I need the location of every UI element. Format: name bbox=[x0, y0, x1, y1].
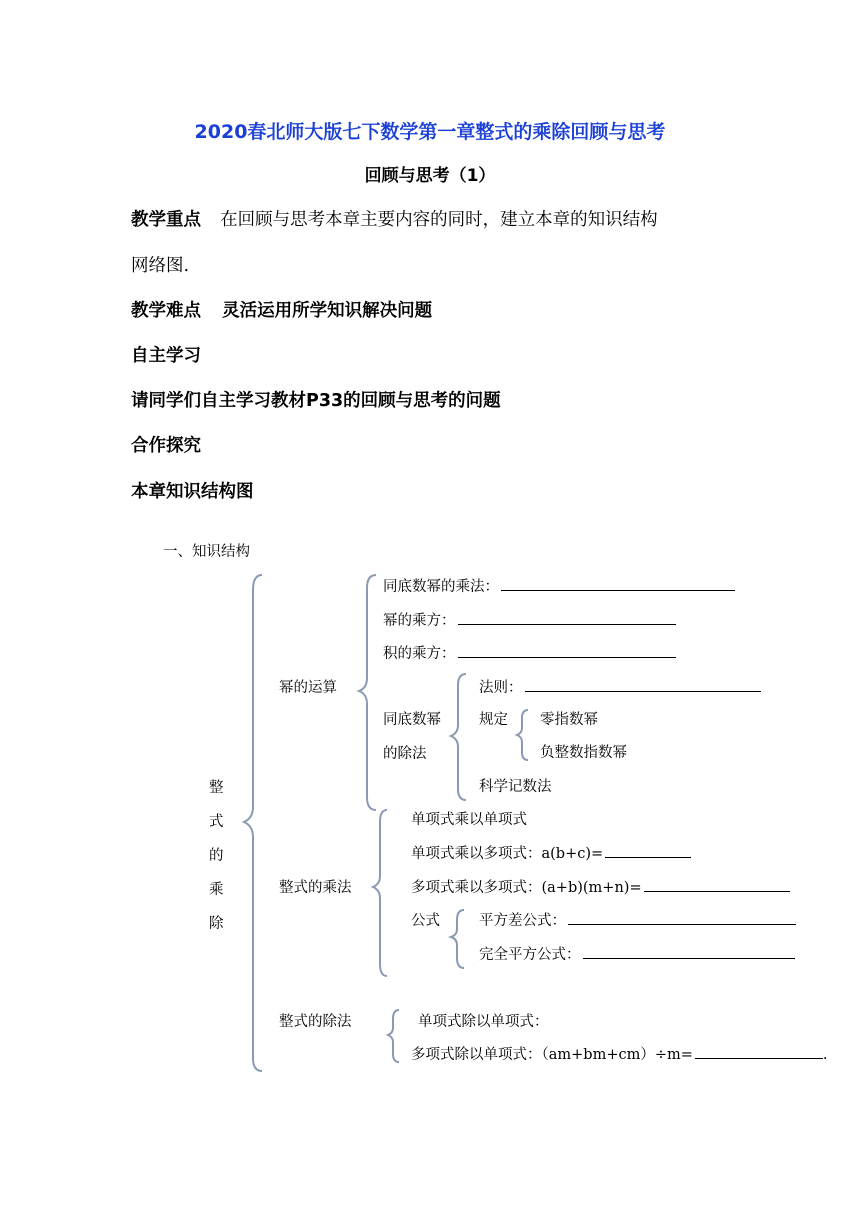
poly-div bbox=[411, 1043, 828, 1064]
diff-squares-label: 平方差公式： bbox=[479, 913, 566, 929]
power-division-brace bbox=[451, 674, 466, 800]
document-title: 2020春北师大版七下数学第一章整式的乘除回顾与思考 bbox=[194, 121, 666, 143]
answer-blank bbox=[568, 910, 796, 925]
scientific-notation: 科学记数法 bbox=[479, 779, 552, 795]
cooperate-heading: 合作探究 bbox=[131, 436, 201, 456]
answer-blank bbox=[458, 643, 676, 658]
division-label-line1: 同底数幂 bbox=[383, 712, 441, 728]
diff-squares bbox=[479, 909, 796, 930]
answer-blank bbox=[583, 944, 795, 959]
formula-brace bbox=[451, 910, 464, 968]
power-of-power bbox=[383, 609, 676, 630]
perfect-square bbox=[479, 943, 795, 964]
mono-poly bbox=[411, 842, 691, 863]
zero-exponent: 零指数幂 bbox=[540, 712, 598, 728]
focus-text-continued: 网络图. bbox=[131, 256, 190, 276]
answer-blank bbox=[644, 877, 790, 892]
mono-mono: 单项式乘以单项式 bbox=[411, 812, 527, 828]
difficulty-text: 灵活运用所学知识解决问题 bbox=[222, 301, 433, 321]
root-char: 乘 bbox=[209, 882, 224, 898]
mono-poly-label: 单项式乘以多项式：a(b+c)= bbox=[411, 846, 604, 862]
rule-label: 法则： bbox=[479, 680, 523, 696]
division-brace bbox=[388, 1010, 399, 1062]
poly-poly-label: 多项式乘以多项式：(a+b)(m+n)= bbox=[411, 880, 642, 896]
division-label-line2: 的除法 bbox=[383, 746, 427, 762]
power-ops-label: 幂的运算 bbox=[279, 680, 337, 696]
self-study-text: 请同学们自主学习教材P33的回顾与思考的问题 bbox=[131, 391, 501, 411]
root-brace bbox=[244, 575, 262, 1071]
focus-label: 教学重点 bbox=[131, 210, 201, 230]
multiplication-label: 整式的乘法 bbox=[279, 880, 352, 896]
division-label: 整式的除法 bbox=[279, 1014, 352, 1030]
end-mark: . bbox=[822, 1047, 828, 1063]
root-char: 的 bbox=[209, 848, 224, 864]
rule bbox=[479, 676, 761, 697]
focus-text: 在回顾与思考本章主要内容的同时，建立本章的知识结构 bbox=[220, 210, 658, 230]
answer-blank bbox=[605, 843, 691, 858]
mono-div: 单项式除以单项式： bbox=[418, 1014, 549, 1030]
self-study-heading: 自主学习 bbox=[131, 346, 201, 366]
regulation-brace bbox=[517, 710, 528, 760]
same-base-mult-label: 同底数幂的乘法： bbox=[383, 579, 499, 595]
power-of-product bbox=[383, 642, 676, 663]
difficulty-label: 教学难点 bbox=[131, 301, 201, 321]
power-of-product-label: 积的乘方： bbox=[383, 646, 456, 662]
poly-poly bbox=[411, 876, 790, 897]
answer-blank bbox=[525, 677, 761, 692]
answer-blank bbox=[501, 576, 735, 591]
structure-title: 本章知识结构图 bbox=[131, 482, 254, 502]
root-char: 整 bbox=[209, 780, 224, 796]
answer-blank bbox=[695, 1044, 823, 1059]
regulation-label: 规定 bbox=[479, 712, 508, 728]
power-ops-brace bbox=[359, 575, 376, 810]
negative-exponent: 负整数指数幂 bbox=[540, 745, 627, 761]
diagram-heading: 一、知识结构 bbox=[163, 544, 250, 560]
same-base-mult bbox=[383, 575, 735, 596]
poly-div-label: 多项式除以单项式：（am+bm+cm）÷m= bbox=[411, 1047, 693, 1063]
root-char: 除 bbox=[209, 916, 224, 932]
power-of-power-label: 幂的乘方： bbox=[383, 613, 456, 629]
formula-label: 公式 bbox=[411, 913, 440, 929]
multiplication-brace bbox=[373, 810, 387, 976]
perfect-square-label: 完全平方公式： bbox=[479, 947, 581, 963]
document-subtitle: 回顾与思考（1） bbox=[364, 166, 496, 186]
answer-blank bbox=[458, 610, 676, 625]
root-char: 式 bbox=[209, 814, 224, 830]
